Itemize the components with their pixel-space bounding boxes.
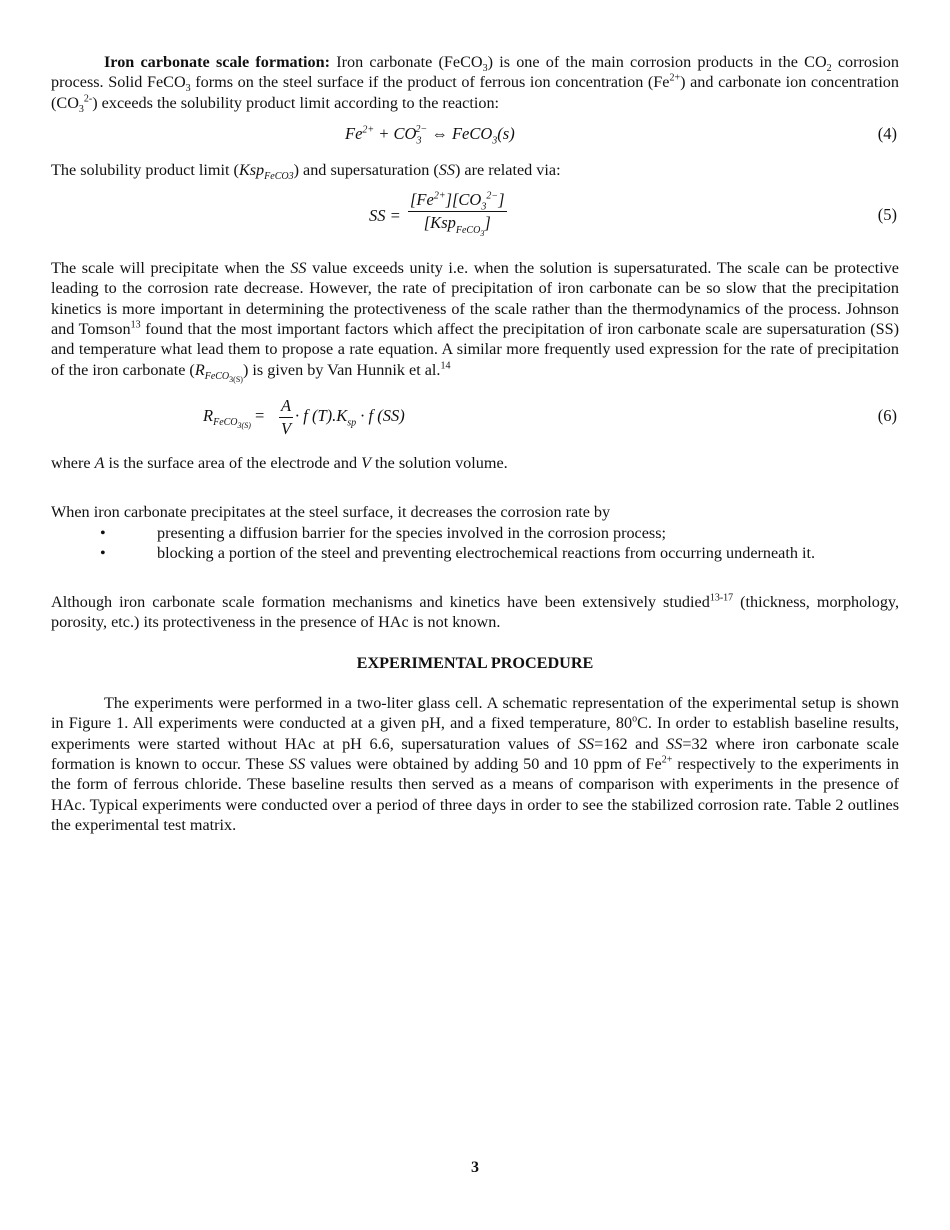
paragraph-precipitation: The scale will precipitate when the SS value exceeds unity i.e. when the solution is supersaturated. The scale can be protective leading to the corrosion rate decrease. However, the rate of precipitation of iron carbonate can be so slow that the precipitation kinetics is more important in determining the protectiveness of the scale rather than the thermodynamics of the process. Johnson and Tomson$^{13}$ found that the most important factors which affect the precipitation of iron carbonate scale are supersaturation (SS) and temperature what lead them to propose a rate equation. A similar more frequently used expression for the rate of precipitation of the iron carbonate $(R_{FeCO_{3(S)}})$ is given by Van Hunnik et al.$^{14}$ (51, 259, 899, 384)
equation-number: (6) (877, 405, 897, 425)
equation-5: SS = $[Fe^{2+}][CO_3^{2-}]$ [Ksp$_{FeCO_3}$] (5) (369, 190, 897, 238)
paragraph-lead: Iron carbonate scale formation: (104, 53, 331, 71)
paragraph-solubility: The solubility product limit (Ksp$_{FeCO3}$) and supersaturation (SS) are related via: (51, 160, 561, 183)
list-item: • blocking a portion of the steel and preventing electrochemical reactions from occurring underneath it. (100, 543, 816, 562)
list-item: • presenting a diffusion barrier for the species involved in the corrosion process; (100, 523, 667, 542)
page-content (51, 52, 899, 835)
paragraph-scale-formation: Iron carbonate scale formation: Iron carbonate (FeCO$_3$) is one of the main corrosion products in the $CO_2$ corrosion process. Solid FeCO$_3$ forms on the steel surface if the product of ferrous ion concentration $(Fe^{2+})$ and carbonate ion concentration $(CO_3^{2-})$ exceeds the solubility product limit according to the reaction: (51, 53, 899, 115)
paragraph-corrosion-rate: When iron carbonate precipitates at the steel surface, it decreases the corrosion rate by (51, 503, 611, 522)
paragraph-where: where A is the surface area of the electrode and V the solution volume. (51, 453, 508, 472)
bullet-list (51, 523, 899, 564)
equation-number: (5) (877, 205, 897, 225)
page-number: 3 (471, 1159, 479, 1176)
equation-4: $Fe^{2+} + CO_3^{2-}$ ⇔ FeCO$_3$(s) (4) (345, 123, 897, 147)
equation-6: $R_{FeCO_{3(S)}}$ = $\frac{A}{V}$ · f $(T).K_{sp} \cdot f$ (SS) (6) (203, 395, 897, 439)
section-heading: EXPERIMENTAL PROCEDURE (356, 653, 594, 672)
paragraph-mechanisms: Although iron carbonate scale formation mechanisms and kinetics have been extensively studied$^{13-17}$ (thickness, morphology, porosity, etc.) its protectiveness in the presence of HAc is not known. (51, 592, 899, 632)
equation-number: (4) (877, 123, 897, 143)
paragraph-experimental: The experiments were performed in a two-liter glass cell. A schematic representation of the experimental setup is shown in Figure 1. All experiments were conducted at a given pH, and a fixed temperature, 80$^o$C. In order to establish baseline results, experiments were started without HAc at pH 6.6, supersaturation values of SS=162 and SS=32 where iron carbonate scale formation is known to occur. These SS values were obtained by adding 50 and 10 ppm of $Fe^{2+}$ respectively to the experiments in the form of ferrous chloride. These baseline results then served as a means of comparison with experiments in the presence of HAc. Typical experiments were conducted over a period of three days in order to see the stabilized corrosion rate. Table 2 outlines the experimental test matrix. (51, 694, 900, 834)
